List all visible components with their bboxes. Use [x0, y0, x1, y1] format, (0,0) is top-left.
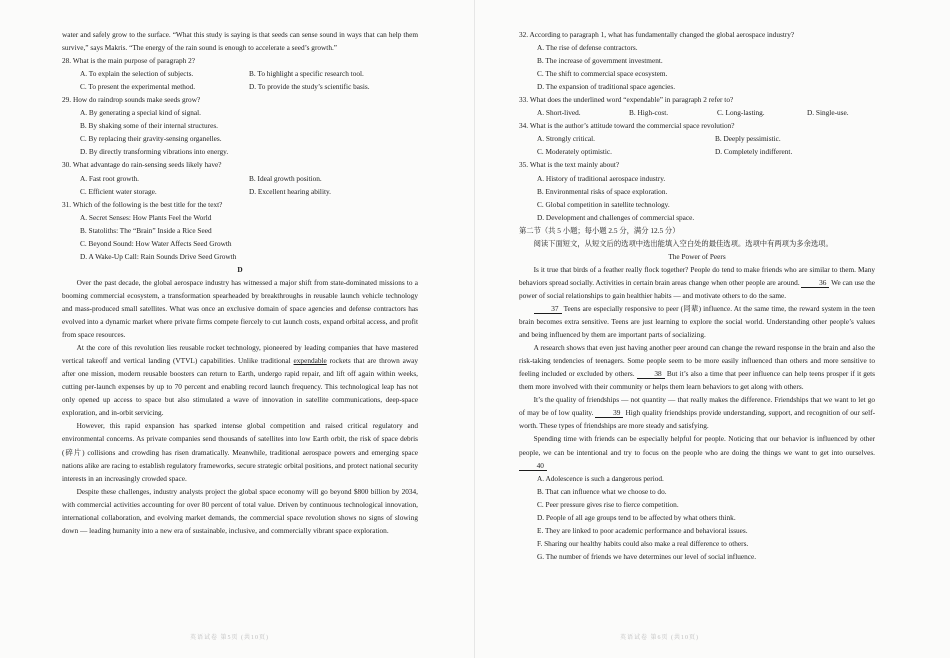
page-gutter — [474, 0, 475, 658]
option-a[interactable]: A. To explain the selection of subjects. — [80, 69, 194, 79]
option-a[interactable]: A. Fast root growth. — [80, 173, 139, 183]
option-a[interactable]: A. By generating a special kind of signal. — [80, 108, 201, 118]
passage-paragraph-4: It’s the quality of friendships — not quantity — that really makes the difference. Friendships that we want to let go of may be of low quality. 39 High quality friendships provide understanding, support, and recognition of our self-worth. These types of friendships are more steady and satisfying. — [519, 395, 875, 431]
answer-option-d[interactable]: D. People of all age groups tend to be affected by what others think. — [537, 512, 736, 522]
passage-paragraph-5: Spending time with friends can be especially helpful for people. Noticing that our behavior is influenced by other people, we can be intentional and try to focus on the people who are doing the things we want to get into ourselves. 40 — [519, 434, 875, 470]
blank-39[interactable]: 39 — [595, 408, 623, 418]
question-34 — [519, 119, 875, 158]
option-d[interactable]: D. Development and challenges of commercial space. — [537, 212, 695, 222]
option-b[interactable]: B. Deeply pessimistic. — [715, 134, 781, 144]
answer-option-b[interactable]: B. That can influence what we choose to do. — [537, 486, 667, 496]
option-b[interactable]: B. Ideal growth position. — [249, 173, 322, 183]
passage-d-paragraph-4: Despite these challenges, industry analysts project the global space economy will go beyond $800 billion by 2034, with commercial activities accounting for over 80 percent of total value. Driven by continuous technological innovation, international collaboration, and evolving market demands, the commercial space revolution shows no signs of slowing down — leading humanity into a new era of sustainable, inclusive, and commercially vibrant space exploration. — [62, 486, 418, 535]
answer-option-c[interactable]: C. Peer pressure gives rise to fierce competition. — [537, 499, 679, 509]
option-d[interactable]: D. By directly transforming vibrations into energy. — [80, 147, 229, 157]
question-32 — [519, 28, 875, 93]
option-b[interactable]: B. Statoliths: The “Brain” Inside a Rice Seed — [80, 225, 212, 235]
question-stem: 30. What advantage do rain-sensing seeds likely have? — [62, 160, 222, 170]
question-stem: 29. How do raindrop sounds make seeds grow? — [62, 95, 201, 105]
question-31 — [62, 198, 418, 263]
left-page — [62, 28, 418, 537]
passage-paragraph-3: A research shows that even just having another peer around can change the reward response in the brain and also the risk-taking tendencies of teenagers. Some people seem to be more easily influenced than others and more sensitive to feeling included or excluded by others. 38 But it’s also a time that peer influence can help teens prosper if it gets them more involved with their community or helps them learn behaviors to get along with others. — [519, 343, 876, 392]
option-c[interactable]: C. The shift to commercial space ecosystem. — [537, 69, 668, 79]
question-stem: 31. Which of the following is the best title for the text? — [62, 199, 223, 209]
option-c[interactable]: C. By replacing their gravity-sensing organelles. — [80, 134, 222, 144]
answer-option-e[interactable]: E. They are linked to poor academic performance and behavioral issues. — [537, 525, 748, 535]
option-b[interactable]: B. High-cost. — [629, 108, 669, 118]
option-a[interactable]: A. Strongly critical. — [537, 134, 595, 144]
passage-d-paragraph-3: However, this rapid expansion has sparked intense global competition and raised critical regulatory and environmental concerns. As private companies send thousands of satellites into low Earth orbit, the risk of space debris (碎片) collisions and crowding has risen dramatically. Meanwhile, traditional aerospace powers and emerging space nations alike are racing to establish regulatory frameworks, secure strategic orbital positions, and protect national security interests in an increasingly crowded space. — [62, 421, 418, 483]
page-footer-left: 英语试卷 第5页 (共10页) — [190, 635, 269, 641]
passage-d-paragraph-1: Over the past decade, the global aerospace industry has witnessed a major shift from state-dominated missions to a booming commercial ecosystem, a transformation spearheaded by breakthroughs in reusable launch vehicle technology and mass-produced small satellites. What was once an exclusive domain of space agencies and defense contractors has evolved into a dynamic market where private firms compete fiercely to cut launch costs, expand orbital access, and profit from space resources. — [62, 277, 418, 340]
question-stem: 34. What is the author’s attitude toward the commercial space revolution? — [519, 121, 735, 131]
option-c[interactable]: C. Long-lasting. — [717, 108, 765, 118]
option-d[interactable]: D. A Wake-Up Call: Rain Sounds Drive Seed Growth — [80, 251, 237, 261]
question-29 — [62, 93, 418, 158]
blank-40[interactable]: 40 — [519, 461, 547, 471]
option-d[interactable]: D. Completely indifferent. — [715, 147, 793, 157]
option-c[interactable]: C. To present the experimental method. — [80, 82, 196, 92]
answer-options — [519, 472, 875, 563]
option-d[interactable]: D. Single-use. — [807, 108, 849, 118]
question-stem: 35. What is the text mainly about? — [519, 160, 620, 170]
option-c[interactable]: C. Beyond Sound: How Water Affects Seed Growth — [80, 238, 232, 248]
option-b[interactable]: B. The increase of government investment. — [537, 56, 663, 66]
option-a[interactable]: A. History of traditional aerospace industry. — [537, 173, 666, 183]
answer-option-f[interactable]: F. Sharing our healthy habits could also make a real difference to others. — [537, 538, 749, 548]
blank-37[interactable]: 37 — [534, 304, 562, 314]
section-2-header: 第二节（共 5 小题；每小题 2.5 分，满分 12.5 分） — [519, 225, 680, 235]
option-d[interactable]: D. To provide the study’s scientific basis. — [249, 82, 370, 92]
option-c[interactable]: C. Global competition in satellite technology. — [537, 199, 670, 209]
page-footer-right: 英语试卷 第6页 (共10页) — [620, 635, 699, 641]
answer-option-a[interactable]: A. Adolescence is such a dangerous period. — [537, 473, 664, 483]
option-a[interactable]: A. Short-lived. — [537, 108, 581, 118]
question-stem: 32. According to paragraph 1, what has fundamentally changed the global aerospace industry? — [519, 30, 795, 39]
option-d[interactable]: D. The expansion of traditional space agencies. — [537, 82, 676, 92]
option-c[interactable]: C. Moderately optimistic. — [537, 147, 612, 157]
question-33 — [519, 93, 875, 119]
blank-38[interactable]: 38 — [637, 369, 665, 379]
section-2-instructions: 阅读下面短文，从短文后的选项中选出能填入空白处的最佳选项。选项中有两项为多余选项。 — [533, 238, 833, 248]
question-30 — [62, 158, 418, 197]
option-d[interactable]: D. Excellent hearing ability. — [249, 186, 331, 196]
section-heading-d: D — [237, 264, 243, 274]
passage-c-ending: water and safely grow to the surface. “What this study is saying is that seeds can sense sound in ways that can help them survive,” says Makris. “The energy of the rain sound is enough to accelerate a seed’s growth.” — [62, 30, 418, 53]
question-35 — [519, 158, 875, 223]
option-b[interactable]: B. To highlight a specific research tool. — [249, 69, 364, 79]
passage-title: The Power of Peers — [668, 251, 726, 261]
blank-36[interactable]: 36 — [801, 278, 829, 288]
passage-paragraph-1: Is it true that birds of a feather really flock together? People do tend to make friends who are similar to them. Many behaviors spread socially. Activities in certain brain areas change when other people are around. 36 We can use the power of social relationships to gain healthier habits — and motivate others to do the same. — [519, 264, 875, 300]
passage-d-paragraph-2: At the core of this revolution lies reusable rocket technology, pioneered by leading companies that have mastered vertical takeoff and vertical landing (VTVL) capabilities. Unlike traditional expendable rockets that are thrown away after one mission, modern reusable boosters can return to Earth, undergo rapid repair, and lift off again within weeks, cutting per-launch expenses by up to 70 percent and enabling record launch frequency. This technological leap has not only opened up access to space but also stimulated a wave of innovation in satellite communications, deep-space exploration, and in-orbit servicing. — [62, 343, 419, 418]
underlined-word: expendable — [293, 356, 327, 366]
answer-option-g[interactable]: G. The number of friends we have determines our level of social influence. — [537, 551, 757, 561]
question-stem: 28. What is the main purpose of paragraph 2? — [62, 56, 195, 66]
option-b[interactable]: B. By shaking some of their internal structures. — [80, 121, 219, 131]
option-a[interactable]: A. Secret Senses: How Plants Feel the World — [80, 212, 212, 222]
option-b[interactable]: B. Environmental risks of space exploration. — [537, 186, 668, 196]
question-28 — [62, 54, 418, 93]
right-page — [519, 28, 875, 563]
option-a[interactable]: A. The rise of defense contractors. — [537, 43, 638, 53]
passage-paragraph-2: 37 Teens are especially responsive to peer (同辈) influence. At the same time, the reward system in the teen brain becomes extra sensitive. Teens are just learning to explore the social world. Understanding other people’s values and being influenced by them are important parts of socializing. — [519, 303, 875, 340]
question-stem: 33. What does the underlined word “expendable” in paragraph 2 refer to? — [519, 95, 734, 105]
option-c[interactable]: C. Efficient water storage. — [80, 186, 157, 196]
